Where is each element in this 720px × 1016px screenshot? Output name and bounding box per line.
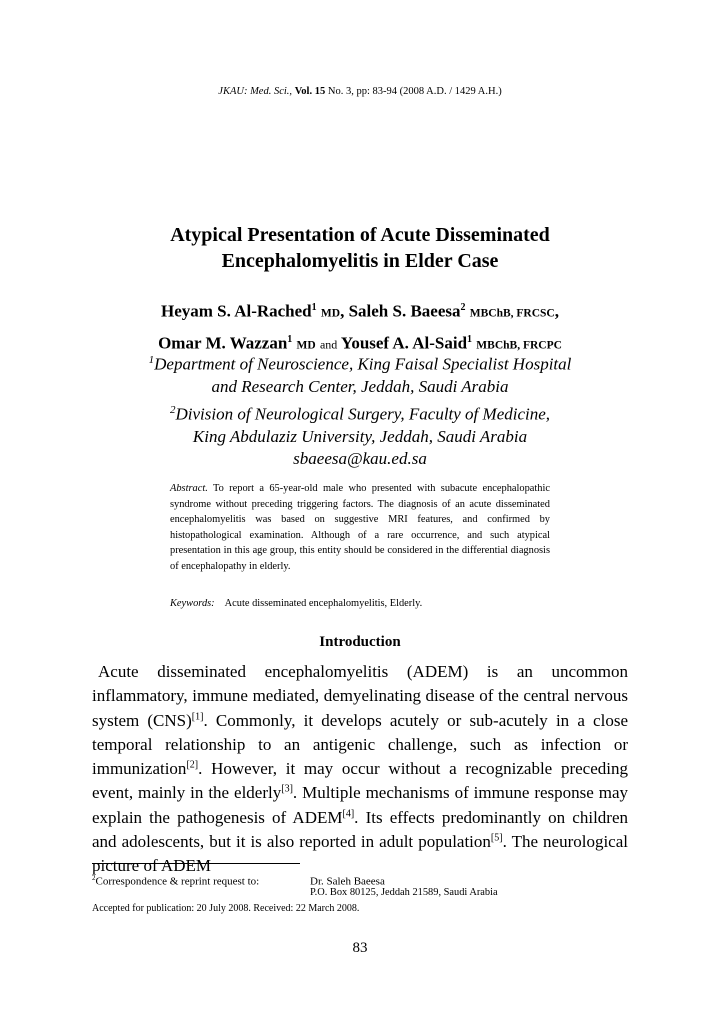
affiliation-line: and Research Center, Jeddah, Saudi Arabia (211, 377, 509, 397)
author-line-1: Heyam S. Al-Rached$^1$ MD, Saleh S. Baeesa$^2$ MBChB, FRCSC, (161, 301, 559, 321)
affiliation-marker: 2 (460, 302, 466, 313)
journal-header (0, 86, 720, 97)
author-degree: MBChB, FRCSC (469, 307, 555, 320)
keywords-text: Acute disseminated encephalomyelitis, Elderly. (224, 598, 423, 609)
citation: [1] (191, 710, 204, 722)
affiliation-marker: 1 (148, 354, 155, 366)
citation: [3] (281, 783, 293, 795)
affiliation-line (60, 349, 660, 376)
citation: [2] (186, 759, 199, 771)
title-line-1: Atypical Presentation of Acute Disseminated (170, 224, 550, 246)
author-conjunction: and (319, 337, 338, 352)
footnote-label-text: Correspondence & reprint request to: (95, 875, 260, 888)
title-line-2: Encephalomyelitis in Elder Case (221, 250, 499, 272)
affiliation-text: Division of Neurological Surgery, Faculty of Medicine, (175, 404, 551, 424)
author-name: Omar M. Wazzan (158, 333, 288, 353)
body-sentence: . The neurological picture of ADEM (92, 832, 628, 876)
contact-email: sbaeesa@kau.ed.sa (293, 449, 427, 469)
body-sentence: Acute disseminated encephalomyelitis (ADEM) is an uncommon inflammatory, immune mediated, demyelinating disease of the central nervous system (CNS) (92, 662, 628, 730)
author-name: Yousef A. Al-Said (340, 333, 468, 353)
footnote-label (92, 871, 310, 890)
correspondence-name: Dr. Saleh Baeesa (310, 875, 385, 888)
affiliation-line (60, 399, 660, 426)
journal-issue: No. 3, pp: 83-94 (2008 A.D. / 1429 A.H.) (327, 86, 502, 97)
section-heading: Introduction (319, 634, 401, 650)
abstract (170, 481, 550, 574)
footnote-divider (92, 863, 300, 864)
body-sentence: . Commonly, it develops acutely or sub-acutely in a close temporal relationship to an antigenic challenge, such as infection or immunization (92, 710, 628, 779)
author-degree: MD (320, 307, 341, 320)
author-degree: MBChB, FRCPC (476, 339, 562, 352)
publication-dates: Accepted for publication: 20 July 2008. Received: 22 March 2008. (92, 903, 360, 914)
affiliation-text: Department of Neuroscience, King Faisal Specialist Hospital (154, 354, 572, 374)
journal-name: JKAU: Med. Sci., (218, 86, 293, 97)
author-name: Heyam S. Al-Rached (161, 301, 312, 321)
page-number: 83 (352, 940, 368, 956)
keywords-label: Keywords: (170, 598, 215, 609)
journal-volume: Vol. 15 (294, 86, 326, 97)
affiliation-marker: 1 (311, 302, 317, 313)
affiliation-marker: 1 (467, 333, 473, 345)
author-degree: MD (296, 339, 316, 352)
citation: [5] (490, 832, 503, 844)
body-sentence: . Its effects predominantly on children and adolescents, but it is also reported in adult population (92, 807, 628, 852)
affiliation-marker: 2 (169, 403, 176, 416)
abstract-text: To report a 65-year-old male who presented with subacute encephalopathic syndrome without preceding triggering factors. The diagnosis of an acute disseminated encephalomyelitis was based on suggestive MRI features, and confirmed by histopathological examination. Although of a rare occurrence, and such atypical presentation in this age group, this entity should be considered in the differential diagnosis of encephalopathy in elderly. (170, 483, 550, 572)
article-title (80, 222, 640, 274)
affiliation-marker: 1 (287, 333, 293, 345)
body-sentence: . Multiple mechanisms of immune response may explain the pathogenesis of ADEM (92, 783, 629, 827)
affiliation-line: King Abdulaziz University, Jeddah, Saudi Arabia (192, 426, 528, 446)
abstract-label: Abstract. (170, 483, 208, 494)
affiliations (60, 349, 660, 471)
footnote-marker: 2 (92, 874, 96, 882)
author-name: Saleh S. Baeesa (348, 301, 461, 321)
body-sentence: . However, it may occur without a recognizable preceding event, mainly in the elderly (92, 759, 628, 803)
correspondence-address: P.O. Box 80125, Jeddah 21589, Saudi Arabia (310, 887, 498, 898)
introduction-paragraph (92, 660, 628, 879)
keywords (170, 598, 550, 609)
citation: [4] (342, 808, 355, 820)
